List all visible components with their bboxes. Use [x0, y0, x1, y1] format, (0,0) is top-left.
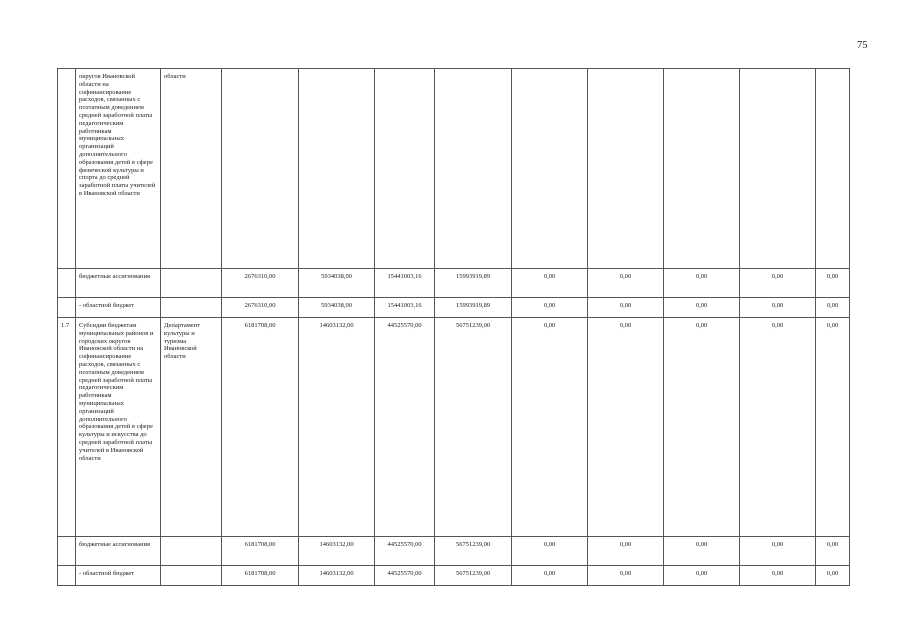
- budget-table: [57, 68, 850, 586]
- value-cell: [740, 69, 816, 269]
- value-cell: 15441003,16: [375, 298, 435, 318]
- value-cell: 0,00: [664, 566, 740, 586]
- value-cell: 0,00: [664, 269, 740, 298]
- value-cell: 5934038,00: [299, 298, 375, 318]
- value-cell: 44525570,00: [375, 318, 435, 537]
- event-name: бюджетные ассигнования: [76, 537, 161, 566]
- value-cell: [512, 69, 588, 269]
- executor: [161, 566, 222, 586]
- value-cell: [299, 69, 375, 269]
- row-number: 1.7: [58, 318, 76, 537]
- event-name: - областной бюджет: [76, 566, 161, 586]
- value-cell: 0,00: [588, 269, 664, 298]
- value-cell: 0,00: [512, 566, 588, 586]
- value-cell: 14603132,00: [299, 537, 375, 566]
- value-cell: 14603132,00: [299, 318, 375, 537]
- row-number: [58, 298, 76, 318]
- value-cell: 15993919,89: [435, 269, 512, 298]
- value-cell: 56751239,00: [435, 566, 512, 586]
- table-row: [58, 318, 850, 537]
- value-cell: 56751239,00: [435, 537, 512, 566]
- value-cell: 6181708,00: [222, 318, 299, 537]
- table-row: [58, 537, 850, 566]
- table-row: [58, 298, 850, 318]
- value-cell: 15993919,89: [435, 298, 512, 318]
- executor: [161, 298, 222, 318]
- value-cell: 0,00: [512, 318, 588, 537]
- row-number: [58, 269, 76, 298]
- value-cell: 0,00: [664, 318, 740, 537]
- row-number: [58, 537, 76, 566]
- table-row: [58, 566, 850, 586]
- value-cell: 0,00: [588, 298, 664, 318]
- value-cell: 44525570,00: [375, 537, 435, 566]
- value-cell: 0,00: [816, 537, 850, 566]
- value-cell: 0,00: [740, 537, 816, 566]
- value-cell: [816, 69, 850, 269]
- row-number: [58, 69, 76, 269]
- value-cell: 0,00: [740, 318, 816, 537]
- value-cell: 56751239,00: [435, 318, 512, 537]
- value-cell: 0,00: [588, 537, 664, 566]
- value-cell: [664, 69, 740, 269]
- value-cell: 5934038,00: [299, 269, 375, 298]
- event-name: Субсидии бюджетам муниципальных районов и городских округов Ивановской области на софинансирование расходов, связанных с поэтапным доведением средней заработной платы педагогическим работникам муниципальных организаций дополнительного образования детей в сфере культуры и искусства до средней заработной платы учителей в Ивановской области: [76, 318, 161, 537]
- executor: области: [161, 69, 222, 269]
- value-cell: 15441003,16: [375, 269, 435, 298]
- event-name: бюджетные ассигнования: [76, 269, 161, 298]
- value-cell: 0,00: [588, 318, 664, 537]
- event-name: - областной бюджет: [76, 298, 161, 318]
- value-cell: 44525570,00: [375, 566, 435, 586]
- page-number: 75: [857, 40, 868, 51]
- value-cell: 0,00: [816, 566, 850, 586]
- value-cell: 0,00: [512, 537, 588, 566]
- value-cell: [435, 69, 512, 269]
- value-cell: 0,00: [740, 566, 816, 586]
- value-cell: 2676310,00: [222, 269, 299, 298]
- value-cell: 0,00: [816, 318, 850, 537]
- value-cell: 6181708,00: [222, 566, 299, 586]
- value-cell: 0,00: [816, 298, 850, 318]
- value-cell: 6181708,00: [222, 537, 299, 566]
- value-cell: 0,00: [664, 298, 740, 318]
- value-cell: 0,00: [816, 269, 850, 298]
- table-row: [58, 269, 850, 298]
- value-cell: 0,00: [740, 269, 816, 298]
- row-number: [58, 566, 76, 586]
- value-cell: [588, 69, 664, 269]
- value-cell: [375, 69, 435, 269]
- value-cell: 0,00: [740, 298, 816, 318]
- table-row: [58, 69, 850, 269]
- executor: [161, 269, 222, 298]
- value-cell: [222, 69, 299, 269]
- event-name: округов Ивановской области на софинансирование расходов, связанных с поэтапным доведением средней заработной платы педагогическим работникам муниципальных организаций дополнительного образования детей в сфере физической культуры и спорта до средней заработной платы учителей в Ивановской области: [76, 69, 161, 269]
- value-cell: 2676310,00: [222, 298, 299, 318]
- value-cell: 0,00: [512, 298, 588, 318]
- value-cell: 14603132,00: [299, 566, 375, 586]
- value-cell: 0,00: [664, 537, 740, 566]
- executor: Департамент культуры и туризма Ивановской области: [161, 318, 222, 537]
- value-cell: 0,00: [512, 269, 588, 298]
- value-cell: 0,00: [588, 566, 664, 586]
- executor: [161, 537, 222, 566]
